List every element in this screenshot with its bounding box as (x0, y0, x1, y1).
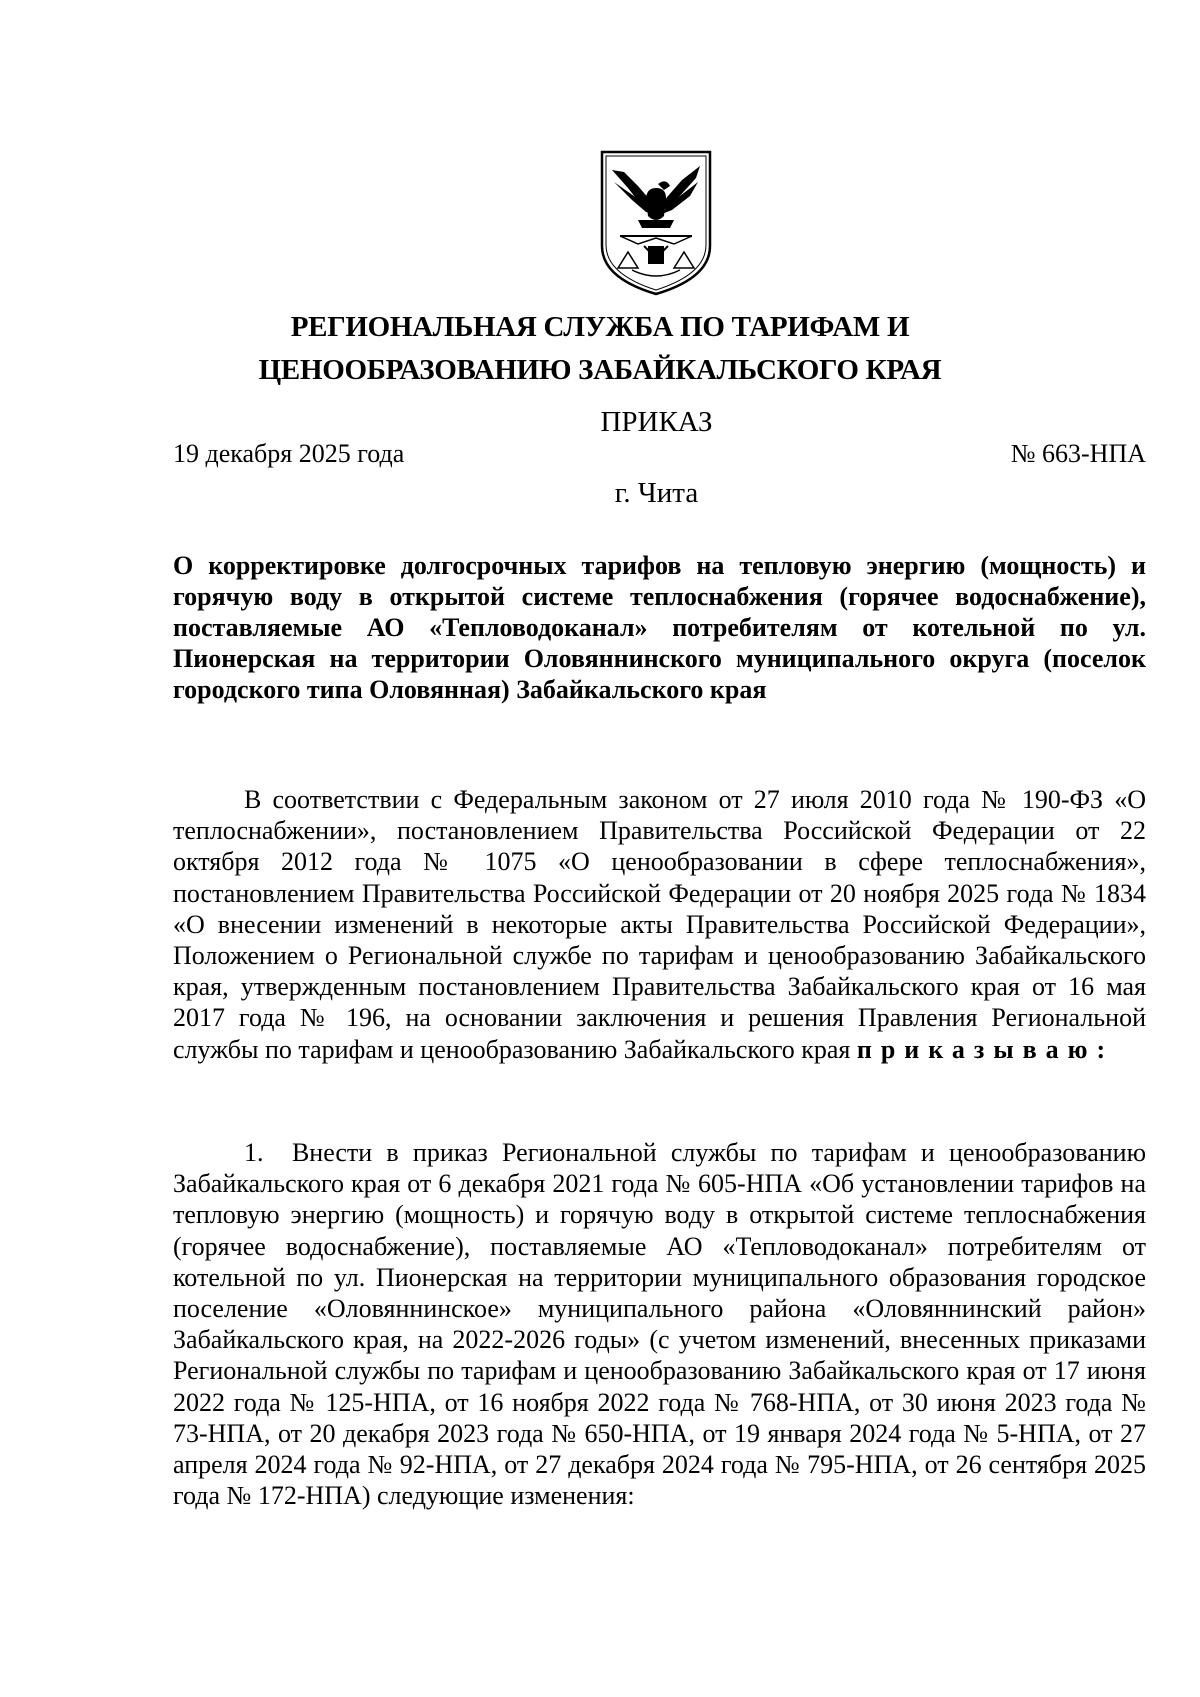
document-city: г. Чита (614, 477, 699, 509)
document-date: 19 декабря 2025 года (173, 439, 405, 468)
document-type: ПРИКАЗ (600, 406, 713, 438)
organization-name-line2: ЦЕНООБРАЗОВАНИЮ ЗАБАЙКАЛЬСКОГО КРАЯ (258, 354, 942, 386)
preamble-paragraph (173, 784, 1146, 1065)
organization-name-line1: РЕГИОНАЛЬНАЯ СЛУЖБА ПО ТАРИФАМ И (290, 311, 910, 343)
document-title: О корректировке долгосрочных тарифов на тепловую энергию (мощность) и горячую воду в открытой системе теплоснабжения (горячее водоснабжение), поставляемые АО «Тепловодоканал» потребителям от котельной по ул. Пионерская на территории Оловяннинского муниципального округа (поселок городского типа Оловянная) Забайкальского края (173, 551, 1146, 704)
list-item-text: Внести в приказ Региональной службы по тарифам и ценообразованию Забайкальского края от 6 декабря 2021 года № 605-НПА «Об установлении тарифов на тепловую энергию (мощность) и горячую воду в открытой системе теплоснабжения (горячее водоснабжение), поставляемые АО «Тепловодоканал» потребителям от котельной по ул. Пионерская на территории муниципального образования городское поселение «Оловяннинское» муниципального района «Оловяннинский район» Забайкальского края, на 2022-2026 годы» (с учетом изменений, внесенных приказами Региональной службы по тарифам и ценообразованию Забайкальского края от 17 июня 2022 года № 125-НПА, от 16 ноября 2022 года № 768-НПА, от 30 июня 2023 года № 73-НПА, от 20 декабря 2023 года № 650-НПА, от 19 января 2024 года № 5-НПА, от 27 апреля 2024 года № 92-НПА, от 27 декабря 2024 года № 795-НПА, от 26 сентября 2025 года № 172-НПА) следующие изменения: (173, 1138, 1147, 1511)
order-word: приказываю: (856, 1034, 1115, 1064)
list-item-number: 1. (244, 1138, 264, 1167)
preamble-text: В соответствии с Федеральным законом от 27 июля 2010 года № 190-ФЗ «О теплоснабжении», постановлением Правительства Российской Федерации от 22 октября 2012 года № 1075 «О ценообразовании в сфере теплоснабжения», постановлением Правительства Российской Федерации от 20 ноября 2025 года № 1834 «О внесении изменений в некоторые акты Правительства Российской Федерации», Положением о Региональной службе по тарифам и ценообразованию Забайкальского края, утвержденным постановлением Правительства Забайкальского края от 16 мая 2017 года № 196, на основании заключения и решения Правления Региональной службы по тарифам и ценообразованию Забайкальского края (173, 785, 1146, 1064)
coat-of-arms-icon (598, 148, 714, 298)
list-item (173, 1137, 1146, 1511)
document-number: № 663-НПА (1010, 439, 1146, 468)
